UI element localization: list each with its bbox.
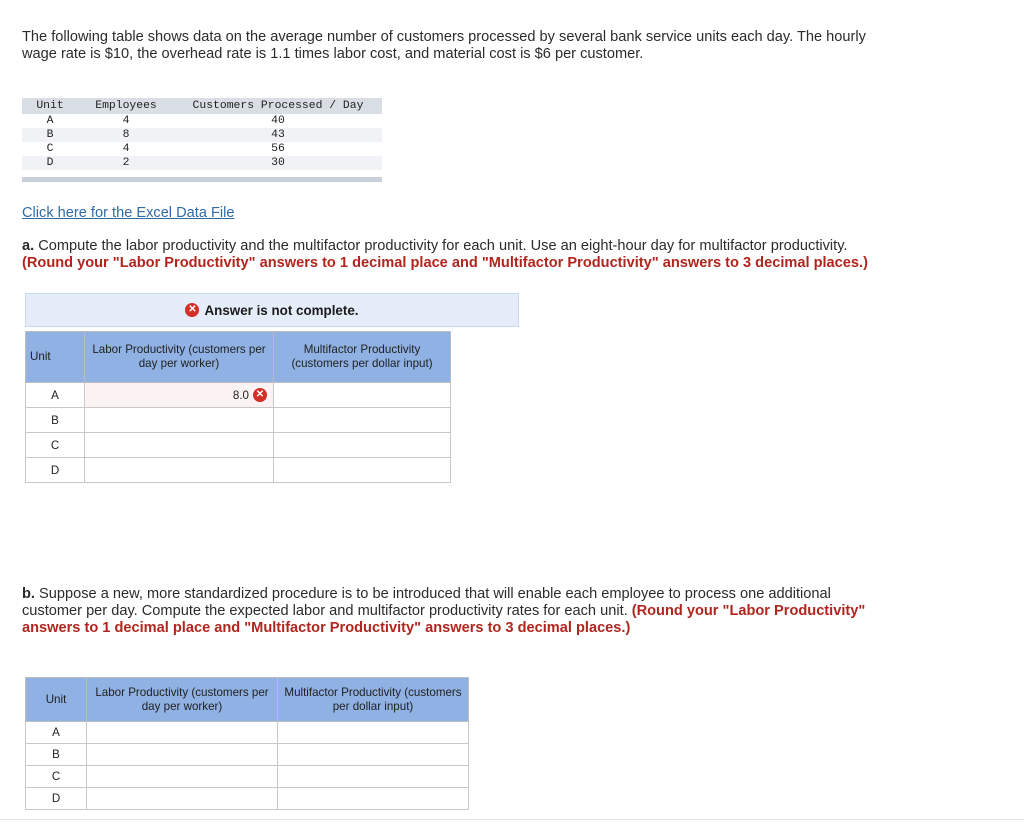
- data-cell-unit: A: [46, 115, 54, 127]
- answer-a-unit: B: [26, 408, 85, 433]
- data-cell-employees: 4: [122, 115, 130, 127]
- answer-a-multifactor-input[interactable]: [274, 408, 451, 433]
- answer-b-labor-input[interactable]: [87, 788, 278, 810]
- answer-a-unit: D: [26, 458, 85, 483]
- answer-a-unit: C: [26, 433, 85, 458]
- answer-b-unit: B: [26, 744, 87, 766]
- problem-statement: The following table shows data on the average number of customers processed by several bank service units each day. The hourly wage rate is $10, the overhead rate is 1.1 times labor cost, and material cost is $6 per customer.: [22, 29, 866, 62]
- data-table-row: [22, 156, 382, 170]
- answer-a-labor-input[interactable]: [85, 383, 274, 408]
- data-cell-unit: D: [22, 156, 78, 170]
- answer-b-unit: A: [26, 722, 87, 744]
- answer-a-row: [26, 433, 451, 458]
- answer-a-header-unit: Unit: [26, 332, 85, 383]
- answer-b-header-multifactor: Multifactor Productivity (customers per dollar input): [278, 678, 469, 722]
- answer-a-multifactor-input[interactable]: [274, 458, 451, 483]
- answer-b-header-unit: Unit: [26, 678, 87, 722]
- answer-b-unit: C: [26, 766, 87, 788]
- data-cell-customers: 56: [271, 143, 285, 155]
- answer-a-labor-input[interactable]: [85, 433, 274, 458]
- data-table-footer-bar: [22, 177, 382, 182]
- question-a-label: a.: [22, 238, 35, 254]
- answer-b-unit: D: [26, 788, 87, 810]
- question-a: [22, 238, 902, 272]
- answer-b-row: [26, 722, 469, 744]
- answer-b-header-labor: Labor Productivity (customers per day per worker): [87, 678, 278, 722]
- data-table-row: [22, 114, 382, 128]
- answer-a-header-multifactor: Multifactor Productivity (customers per dollar input): [274, 332, 451, 383]
- data-cell-customers: 40: [271, 115, 285, 127]
- answer-b-row: [26, 788, 469, 810]
- answer-a-row: [26, 383, 451, 408]
- answer-a-header-labor: Labor Productivity (customers per day per worker): [85, 332, 274, 383]
- data-table-header-unit: Unit: [22, 98, 78, 114]
- data-cell-unit: C: [46, 143, 54, 155]
- data-table-row: [22, 128, 382, 142]
- answer-a-multifactor-input[interactable]: [274, 383, 451, 408]
- incorrect-x-icon: ✕: [253, 388, 267, 402]
- answer-a-unit: A: [26, 383, 85, 408]
- question-b-label: b.: [22, 586, 35, 602]
- data-table-header-row: [22, 98, 382, 114]
- data-cell-customers: 43: [174, 128, 382, 142]
- answer-b-labor-input[interactable]: [87, 744, 278, 766]
- answer-a-labor-value: 8.0: [232, 388, 249, 402]
- question-a-instruction: (Round your "Labor Productivity" answers to 1 decimal place and "Multifactor Productivity" answers to 3 decimal places.): [22, 255, 868, 271]
- answer-a-labor-input[interactable]: [85, 458, 274, 483]
- answer-status-banner: [25, 293, 519, 327]
- answer-table-b-header-row: [26, 678, 469, 722]
- data-table: [22, 98, 382, 170]
- answer-table-b: [25, 677, 469, 810]
- excel-data-file-link[interactable]: Click here for the Excel Data File: [22, 205, 235, 221]
- answer-b-row: [26, 744, 469, 766]
- data-cell-employees: 8: [78, 128, 174, 142]
- answer-table-a: [25, 331, 451, 483]
- answer-status-text: Answer is not complete.: [204, 302, 359, 318]
- answer-a-row: [26, 408, 451, 433]
- data-cell-employees: 2: [78, 156, 174, 170]
- page-divider: [0, 819, 1024, 820]
- answer-b-multifactor-input[interactable]: [278, 766, 469, 788]
- answer-b-multifactor-input[interactable]: [278, 722, 469, 744]
- question-b: [22, 586, 892, 637]
- answer-a-labor-input[interactable]: [85, 408, 274, 433]
- answer-a-multifactor-input[interactable]: [274, 433, 451, 458]
- answer-b-row: [26, 766, 469, 788]
- data-table-header-employees: Employees: [78, 98, 174, 114]
- data-cell-unit: B: [22, 128, 78, 142]
- answer-table-a-header-row: [26, 332, 451, 383]
- data-cell-customers: 30: [174, 156, 382, 170]
- answer-a-row: [26, 458, 451, 483]
- data-table-row: [22, 142, 382, 156]
- data-cell-employees: 4: [122, 143, 130, 155]
- answer-b-labor-input[interactable]: [87, 766, 278, 788]
- question-a-text: Compute the labor productivity and the multifactor productivity for each unit. Use an eight-hour day for multifactor productivity.: [34, 238, 848, 254]
- answer-b-multifactor-input[interactable]: [278, 744, 469, 766]
- data-table-header-customers: Customers Processed / Day: [174, 98, 382, 114]
- x-circle-icon: ✕: [185, 303, 199, 317]
- question-b-instruction: (Round your "Labor Productivity" answers to 1 decimal place and "Multifactor Productivity" answers to 3 decimal places.): [22, 603, 866, 636]
- question-b-text: Suppose a new, more standardized procedure is to be introduced that will enable each employee to process one additional customer per day. Compute the expected labor and multifactor productivity rates for each unit.: [22, 586, 831, 619]
- answer-b-labor-input[interactable]: [87, 722, 278, 744]
- answer-b-multifactor-input[interactable]: [278, 788, 469, 810]
